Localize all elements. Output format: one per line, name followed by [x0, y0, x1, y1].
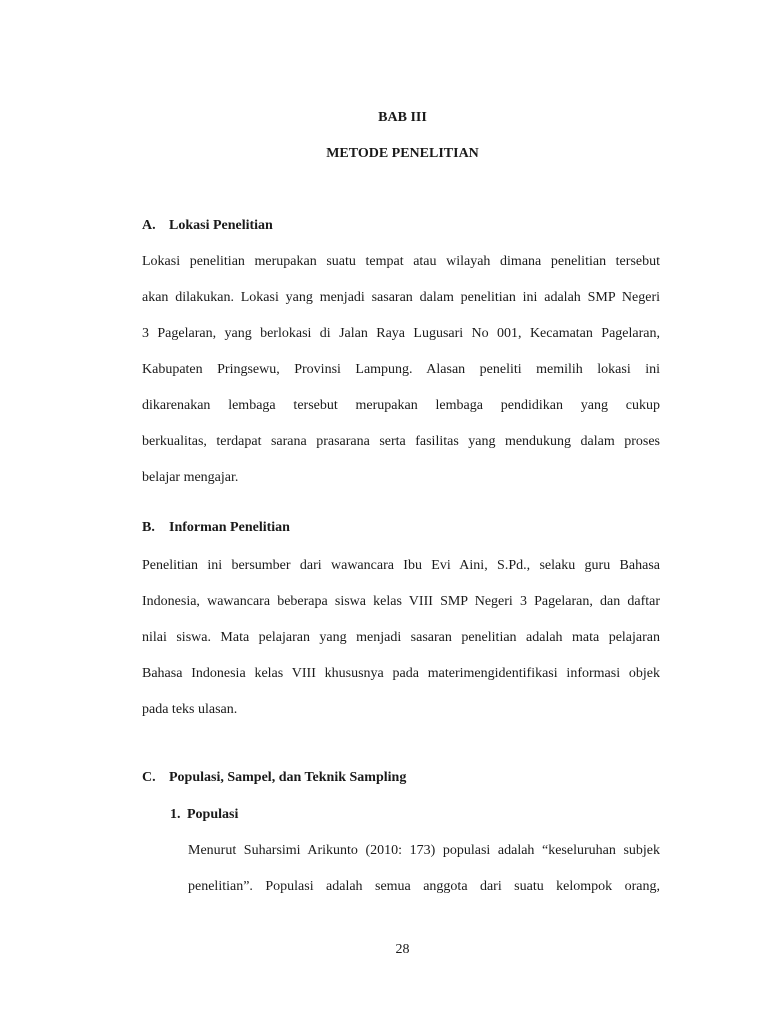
- paragraph-line: berkualitas, terdapat sarana prasarana serta fasilitas yang mendukung dalam proses: [142, 434, 660, 449]
- paragraph-line: Menurut Suharsimi Arikunto (2010: 173) populasi adalah “keseluruhan subjek: [188, 843, 660, 858]
- paragraph-line: Penelitian ini bersumber dari wawancara Ibu Evi Aini, S.Pd., selaku guru Bahasa: [142, 558, 660, 573]
- page-number: 28: [395, 942, 410, 957]
- section-a-number: A.: [142, 218, 156, 233]
- subsection-1-paragraph: [188, 833, 660, 905]
- section-a-heading: [142, 218, 273, 234]
- section-a-title: Lokasi Penelitian: [169, 218, 273, 233]
- paragraph-line: nilai siswa. Mata pelajaran yang menjadi sasaran penelitian adalah mata pelajaran: [142, 630, 660, 645]
- chapter-title: METODE PENELITIAN: [326, 146, 479, 161]
- section-b-heading: [142, 520, 290, 536]
- paragraph-line: akan dilakukan. Lokasi yang menjadi sasaran dalam penelitian ini adalah SMP Negeri: [142, 290, 660, 305]
- chapter-label: BAB III: [378, 110, 427, 125]
- section-b-paragraph: [142, 548, 660, 728]
- paragraph-line: 3 Pagelaran, yang berlokasi di Jalan Raya Lugusari No 001, Kecamatan Pagelaran,: [142, 326, 660, 341]
- paragraph-line: penelitian”. Populasi adalah semua anggota dari suatu kelompok orang,: [188, 879, 660, 894]
- paragraph-line: belajar mengajar.: [142, 470, 239, 485]
- paragraph-line: Kabupaten Pringsewu, Provinsi Lampung. Alasan peneliti memilih lokasi ini: [142, 362, 660, 377]
- section-c-number: C.: [142, 770, 156, 785]
- paragraph-line: Indonesia, wawancara beberapa siswa kelas VIII SMP Negeri 3 Pagelaran, dan daftar: [142, 594, 660, 609]
- subsection-1-number: 1.: [170, 807, 181, 822]
- paragraph-line: dikarenakan lembaga tersebut merupakan lembaga pendidikan yang cukup: [142, 398, 660, 413]
- section-b-title: Informan Penelitian: [169, 520, 290, 535]
- paragraph-line: Lokasi penelitian merupakan suatu tempat atau wilayah dimana penelitian tersebut: [142, 254, 660, 269]
- section-c-heading: [142, 770, 406, 786]
- paragraph-line: pada teks ulasan.: [142, 702, 238, 717]
- section-a-paragraph: [142, 244, 660, 496]
- subsection-1-heading: [170, 807, 238, 823]
- subsection-1-title: Populasi: [187, 807, 239, 822]
- paragraph-line: Bahasa Indonesia kelas VIII khususnya pada materimengidentifikasi informasi objek: [142, 666, 660, 681]
- section-b-number: B.: [142, 520, 155, 535]
- section-c-title: Populasi, Sampel, dan Teknik Sampling: [169, 770, 407, 785]
